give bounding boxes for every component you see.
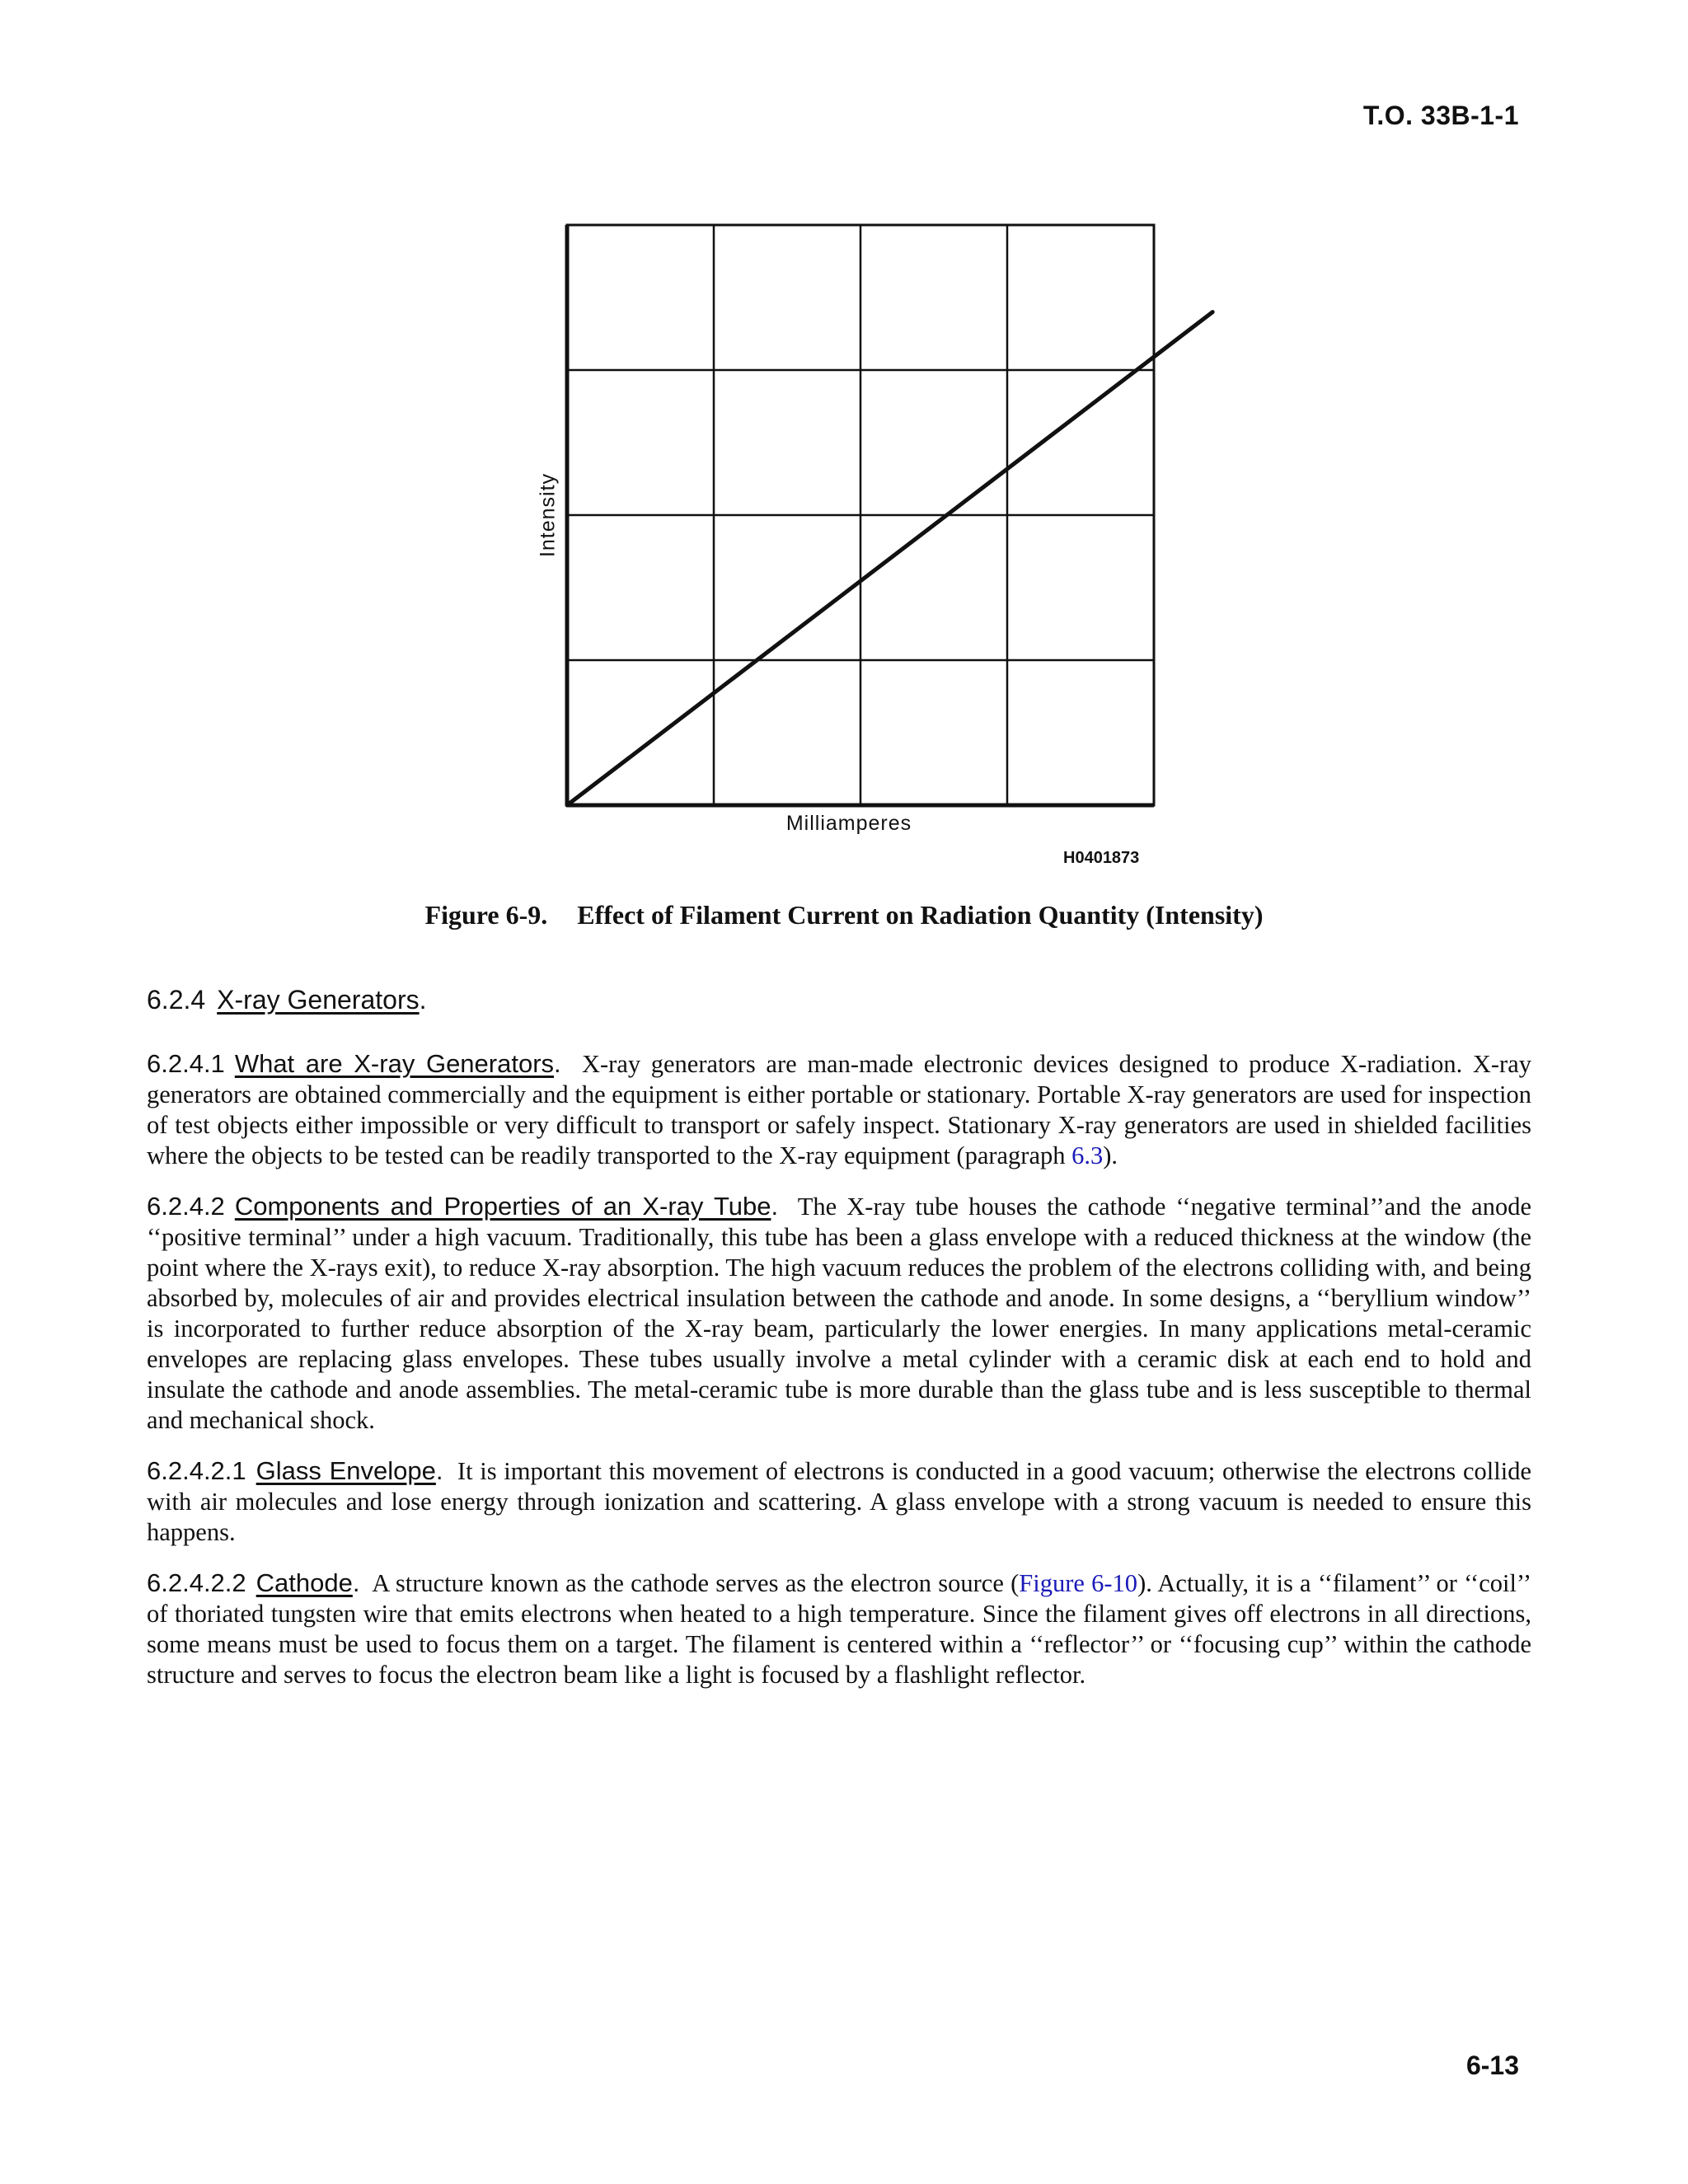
section-heading-6-2-4 (147, 985, 1531, 1015)
paragraph-6-2-4-2-1 (147, 1455, 1531, 1548)
paragraph-text: X-ray generators are man-made electronic devices designed to produce X-radiation. X-ray generators are obtained commercially and the equipment is either portable or stationary. Portable X-ray generators are used for inspection of test objects either impossible or very difficult to transport or safely inspect. Stationary X-ray generators are used in shielded facilities where the objects to be tested can be readily transported to the X-ray equipment (paragraph (147, 1050, 1532, 1169)
section-title: X-ray Generators (217, 985, 420, 1015)
paragraph-title-period: . (352, 1568, 360, 1597)
paragraph-6-2-4-1 (147, 1048, 1531, 1171)
paragraph-number: 6.2.4.2.2 (147, 1568, 246, 1597)
paragraph-number: 6.2.4.1 (147, 1049, 225, 1078)
chart-x-axis-label: Milliamperes (785, 812, 912, 835)
paragraph-6-2-4-2 (147, 1191, 1531, 1436)
figure-caption-text: Effect of Filament Current on Radiation Quantity (Intensity) (577, 900, 1264, 930)
section-title-period: . (419, 985, 427, 1015)
paragraph-text-end: ). (1103, 1141, 1118, 1169)
paragraph-text: A structure known as the cathode serves as the electron source ( (372, 1569, 1020, 1597)
paragraph-title: Cathode (256, 1568, 353, 1597)
document-body (147, 985, 1531, 1710)
intensity-chart (0, 0, 1688, 890)
paragraph-text-end: ). Actually, it is a ‘‘filament’’ or ‘‘coil’’ of thoriated tungsten wire that emits electrons when heated to a high temperature. Since the filament gives off electrons in all directions, some means must be used to focus them on a target. The filament is centered within a ‘‘reflector’’ or ‘‘focusing cup’’ within the cathode structure and serves to focus the electron beam like a light is focused by a flashlight reflector. (147, 1569, 1531, 1689)
paragraph-title: Components and Properties of an X-ray Tube (234, 1192, 771, 1221)
figure-6-10-link[interactable]: Figure 6-10 (1019, 1569, 1138, 1597)
paragraph-number: 6.2.4.2.1 (147, 1456, 246, 1485)
paragraph-text: The X-ray tube houses the cathode ‘‘negative terminal’’and the anode ‘‘positive terminal’’ under a high vacuum. Traditionally, this tube has been a glass envelope with a reduced thickness at the window (the point where the X-rays exit), to reduce X-ray absorption. The high vacuum reduces the problem of the electrons colliding with, and being absorbed by, molecules of air and provides electrical insulation between the cathode and anode. In some designs, a ‘‘beryllium window’’ is incorporated to further reduce absorption of the X-ray beam, particularly the lower energies. In many applications metal-ceramic envelopes are replacing glass envelopes. These tubes usually involve a metal cylinder with a ceramic disk at each end to hold and insulate the cathode and anode assemblies. The metal-ceramic tube is more durable than the glass tube and is less susceptible to thermal and mechanical shock. (147, 1193, 1531, 1434)
chart-series-line (567, 312, 1212, 805)
chart-y-axis-label: Intensity (536, 472, 560, 558)
paragraph-text: It is important this movement of electrons is conducted in a good vacuum; otherwise the electrons collide with air molecules and lose energy through ionization and scattering. A glass envelope with a strong vacuum is needed to ensure this happens. (147, 1457, 1532, 1546)
document-code: T.O. 33B-1-1 (1362, 101, 1519, 130)
figure-caption (0, 900, 1688, 930)
paragraph-6-2-4-2-2 (147, 1568, 1531, 1690)
figure-caption-number: Figure 6-9. (424, 900, 548, 930)
figure-6-9 (0, 0, 1688, 890)
page-number: 6-13 (1465, 2050, 1519, 2080)
paragraph-title: Glass Envelope (256, 1456, 436, 1485)
section-number: 6.2.4 (147, 985, 206, 1015)
paragraph-6-3-link[interactable]: 6.3 (1071, 1141, 1104, 1169)
figure-code: H0401873 (1063, 849, 1140, 867)
paragraph-title: What are X-ray Generators (234, 1049, 555, 1078)
paragraph-title-period: . (554, 1049, 561, 1078)
paragraph-number: 6.2.4.2 (147, 1192, 225, 1221)
paragraph-title-period: . (771, 1192, 779, 1221)
paragraph-title-period: . (435, 1456, 443, 1485)
